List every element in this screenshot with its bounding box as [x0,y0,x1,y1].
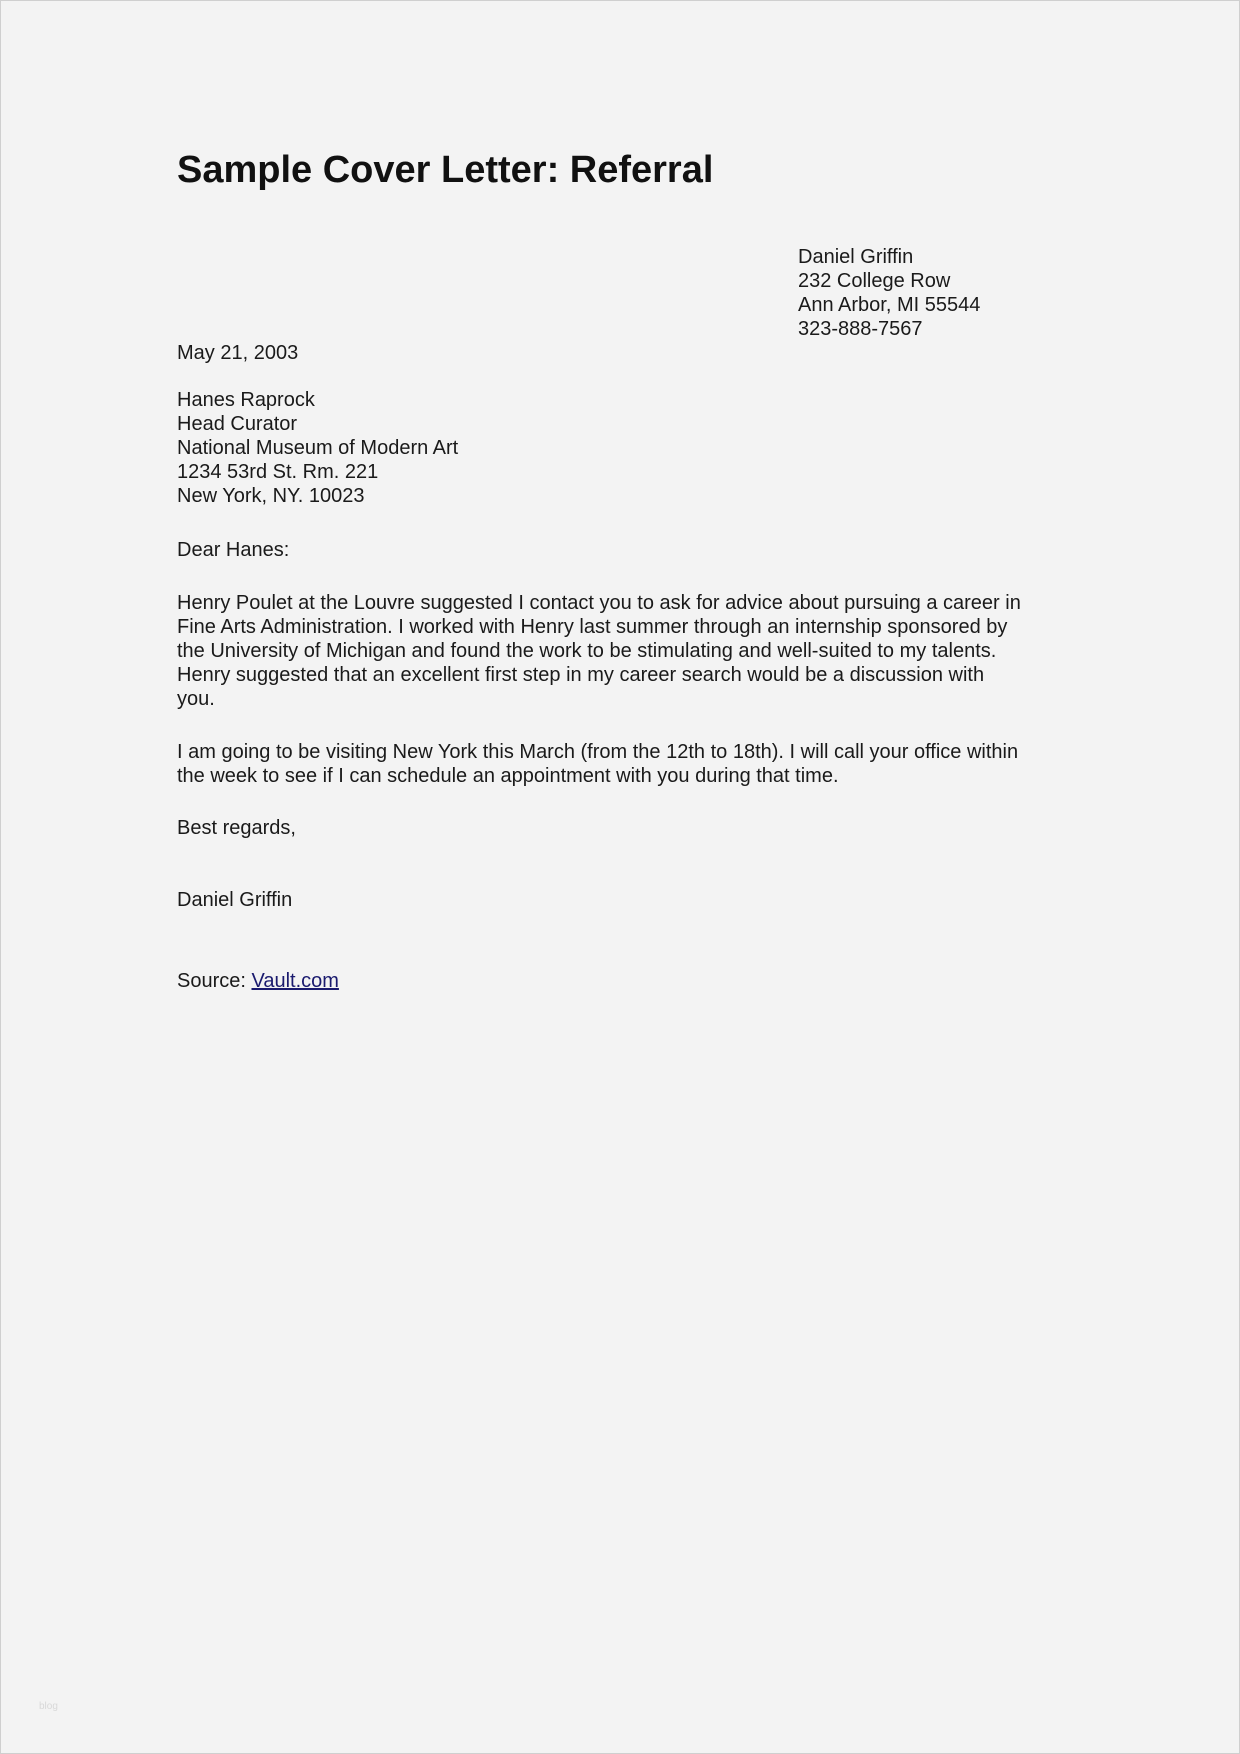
paragraph-line: Henry suggested that an excellent first step in my career search would be a discussion with [177,664,985,686]
source-line [177,969,339,993]
body-paragraph-2 [177,740,1018,788]
recipient-street: 1234 53rd St. Rm. 221 [177,461,379,483]
paragraph-line: Fine Arts Administration. I worked with Henry last summer through an internship sponsored by [177,616,1008,638]
watermark: blog [39,1701,58,1712]
salutation: Dear Hanes: [177,539,290,561]
paragraph-line: the week to see if I can schedule an appointment with you during that time. [177,765,839,787]
recipient-organization: National Museum of Modern Art [177,437,459,459]
paragraph-line: the University of Michigan and found the work to be stimulating and well-suited to my talents. [177,640,997,662]
signature-name: Daniel Griffin [177,889,293,911]
sender-street: 232 College Row [798,270,951,292]
paragraph-line: I am going to be visiting New York this March (from the 12th to 18th). I will call your office within [177,741,1019,763]
letter-date: May 21, 2003 [177,342,299,364]
paragraph-line: Henry Poulet at the Louvre suggested I contact you to ask for advice about pursuing a career in [177,592,1021,614]
body-paragraph-1 [177,591,1021,711]
sender-address [798,245,980,341]
paragraph-line: you. [177,688,215,710]
sender-name: Daniel Griffin [798,246,914,268]
recipient-city: New York, NY. 10023 [177,485,365,507]
sender-phone: 323-888-7567 [798,318,923,340]
recipient-address [177,388,458,508]
recipient-title: Head Curator [177,413,298,435]
recipient-name: Hanes Raprock [177,389,315,411]
source-label: Source: [177,970,252,992]
sender-city: Ann Arbor, MI 55544 [798,294,981,316]
source-link[interactable]: Vault.com [251,970,339,992]
page-title: Sample Cover Letter: Referral [177,149,714,191]
closing: Best regards, [177,817,296,839]
